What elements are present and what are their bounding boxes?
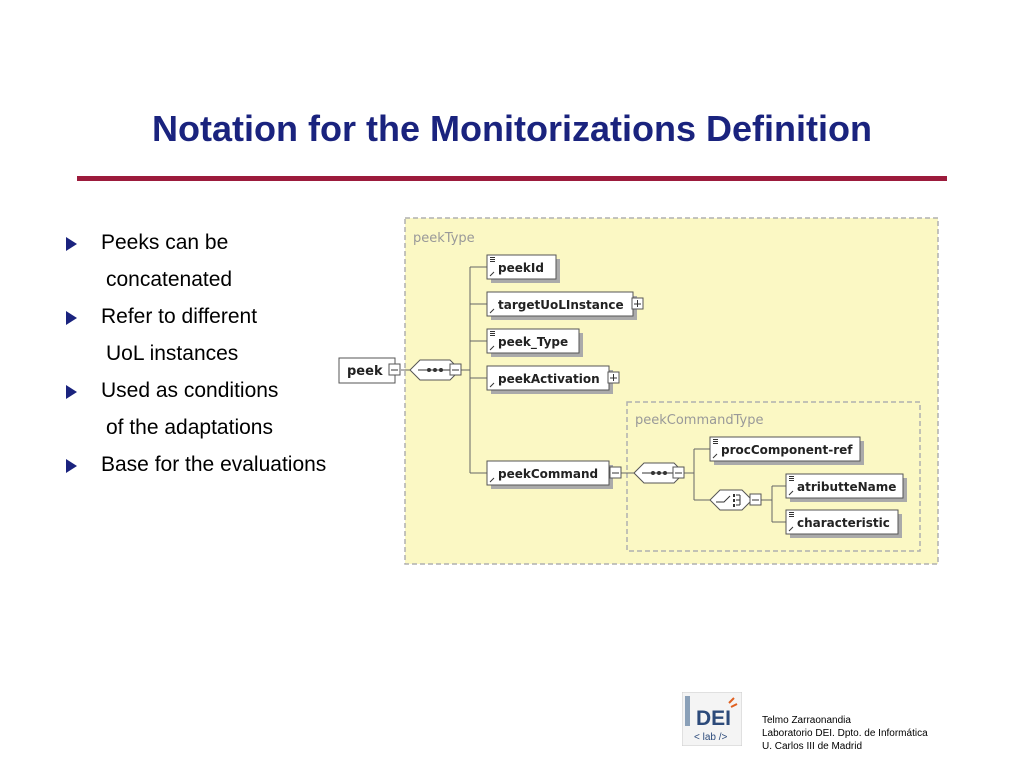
bullet-arrow-icon	[66, 459, 77, 473]
bullet-item	[66, 376, 326, 413]
atributtename-node-label: atributteName	[797, 480, 897, 494]
bullet-text: Refer to different	[101, 305, 258, 328]
bullet-text: Peeks can be	[101, 231, 229, 254]
characteristic-node-label: characteristic	[797, 516, 890, 530]
footer-credits	[762, 714, 928, 753]
bullet-item	[66, 450, 326, 487]
xml-schema-diagram	[330, 210, 942, 570]
peektype-label: peekType	[413, 231, 475, 246]
logo-text: DEI	[696, 707, 732, 730]
bullet-item	[66, 228, 326, 265]
logo-subtext: < lab />	[694, 732, 728, 743]
peekcommandtype-label: peekCommandType	[635, 413, 764, 428]
bullet-text: of the adaptations	[106, 416, 273, 439]
bullet-list	[66, 228, 326, 487]
footer-university: U. Carlos III de Madrid	[762, 741, 863, 752]
dei-lab-logo	[682, 692, 742, 746]
peek-node-label: peek	[347, 364, 383, 379]
bullet-continuation	[66, 339, 326, 376]
choice-compositor-icon	[710, 490, 752, 510]
bullet-text: Used as conditions	[101, 379, 279, 402]
bullet-arrow-icon	[66, 237, 77, 251]
bullet-item	[66, 302, 326, 339]
bullet-text: UoL instances	[106, 342, 239, 365]
peekid-node-label: peekId	[498, 261, 544, 275]
bullet-continuation	[66, 413, 326, 450]
targetuolinstance-node-label: targetUoLInstance	[498, 298, 624, 312]
peekcommand-node-label: peekCommand	[498, 467, 599, 481]
title-divider	[77, 176, 947, 181]
slide-title: Notation for the Monitorizations Definition	[152, 108, 872, 149]
proccomponent-ref-node-label: procComponent-ref	[721, 443, 853, 457]
bullet-text: concatenated	[106, 268, 233, 291]
bullet-text: Base for the evaluations	[101, 453, 327, 476]
bullet-arrow-icon	[66, 385, 77, 399]
footer-department: Laboratorio DEI. Dpto. de Informática	[762, 728, 928, 739]
footer-author: Telmo Zarraonandia	[762, 715, 851, 726]
peek-type-node-label: peek_Type	[498, 335, 569, 349]
bullet-arrow-icon	[66, 311, 77, 325]
bullet-continuation	[66, 265, 326, 302]
peekactivation-node-label: peekActivation	[498, 372, 600, 386]
